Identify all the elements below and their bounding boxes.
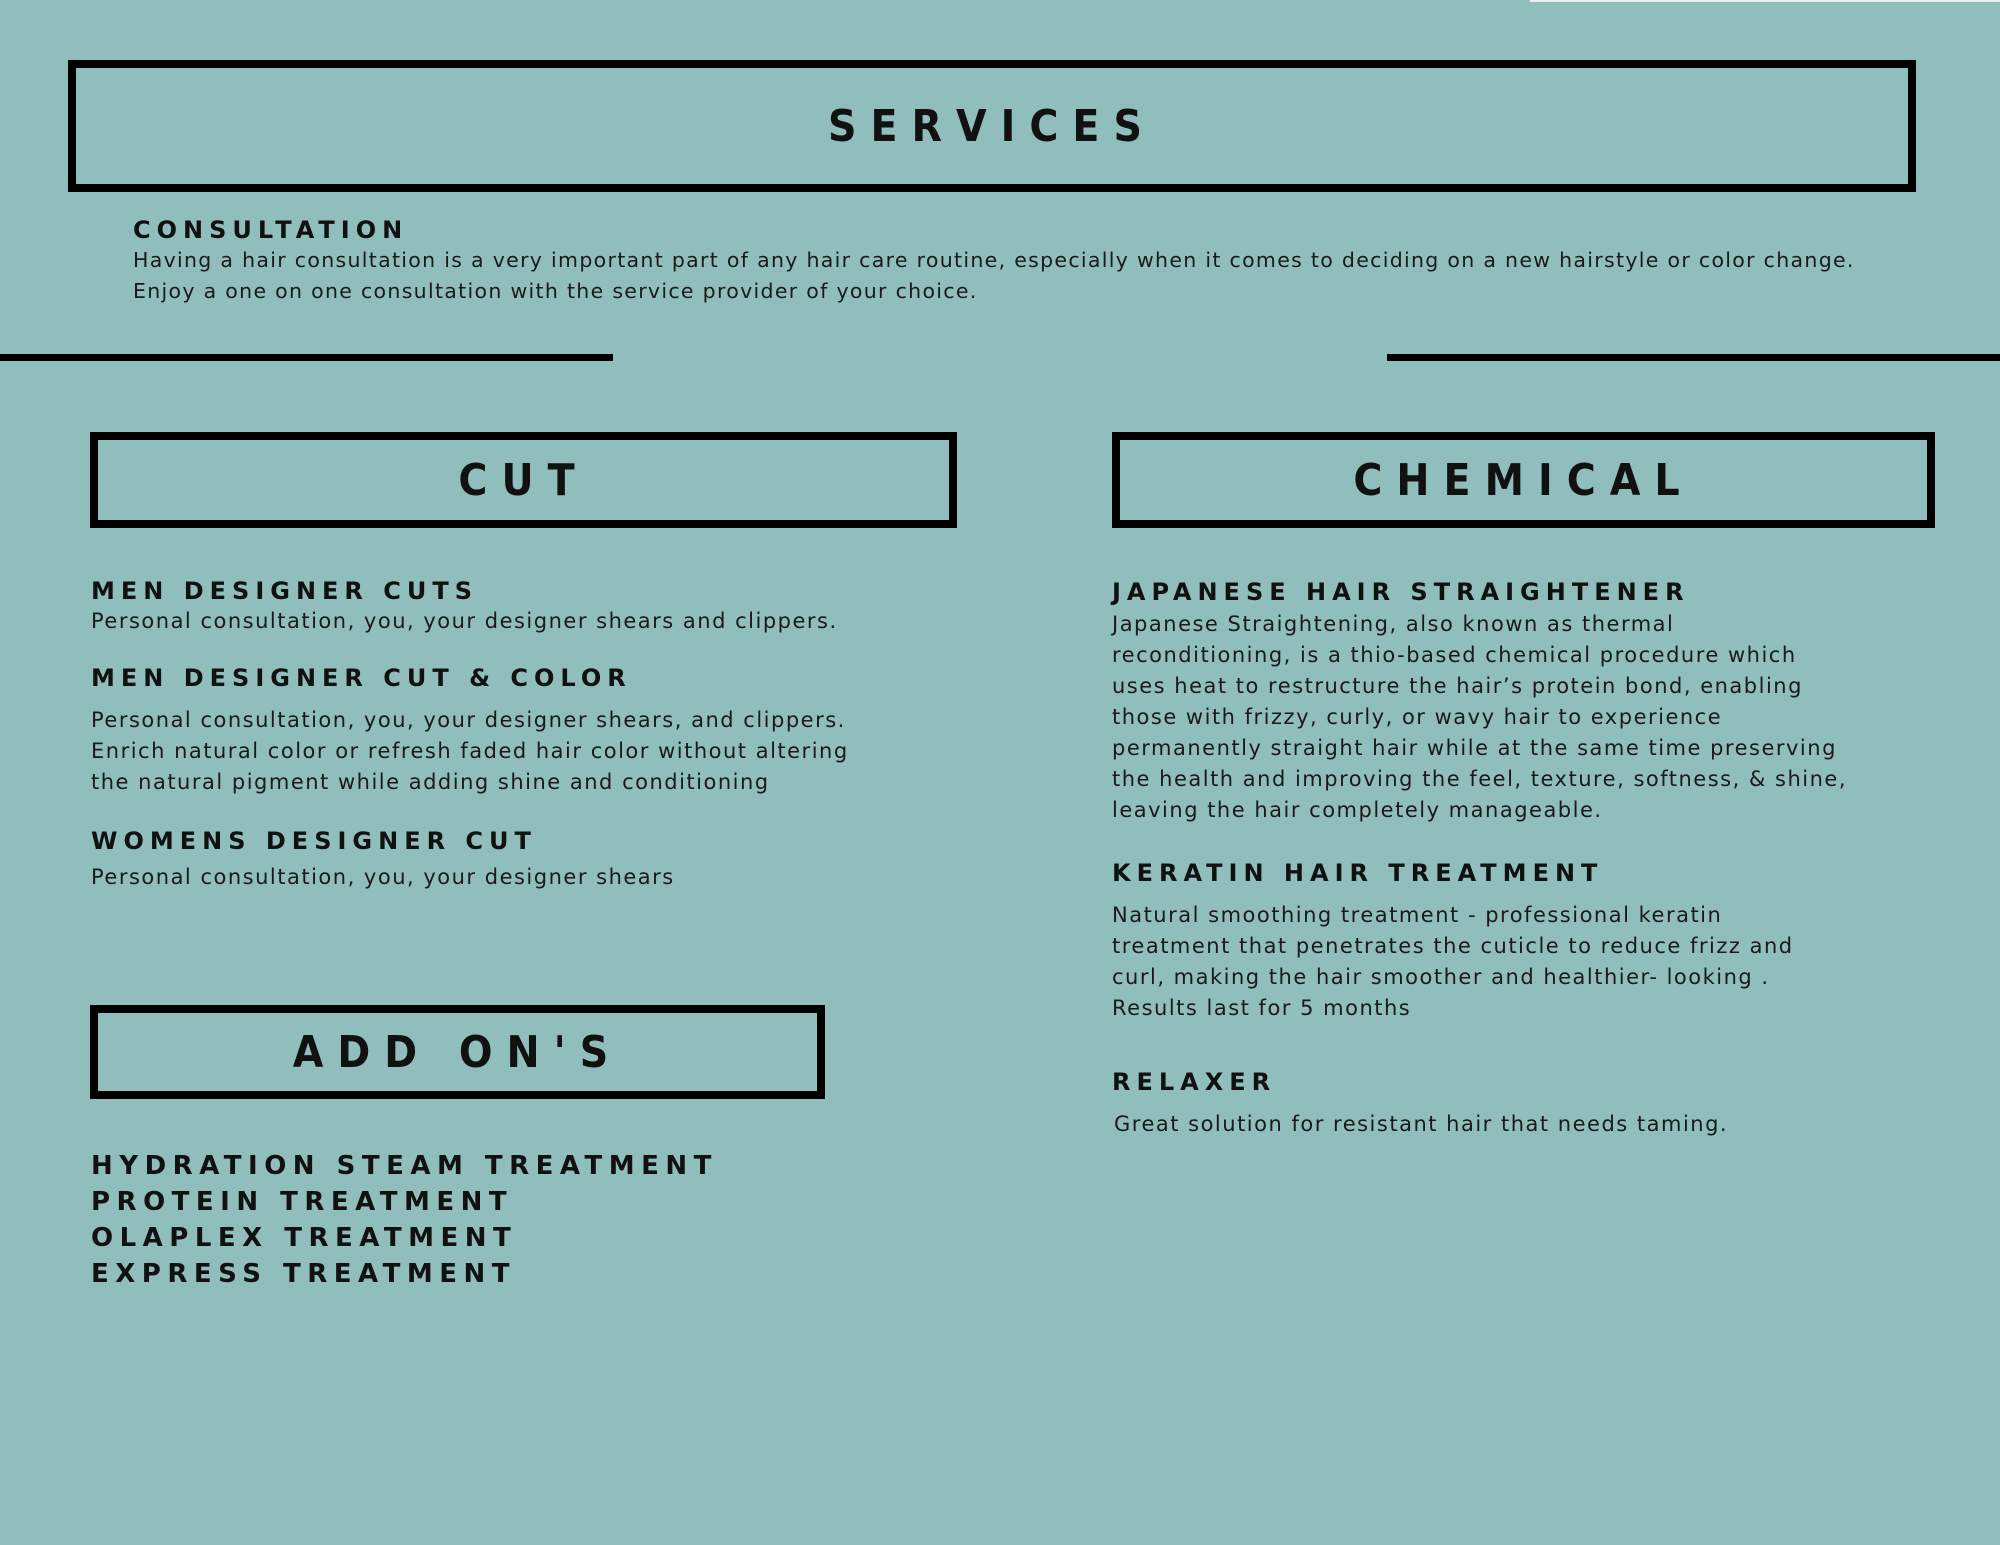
consultation-heading: CONSULTATION	[133, 216, 409, 244]
cut-item-heading: MEN DESIGNER CUTS	[91, 577, 479, 605]
chemical-item-text: the health and improving the feel, texture, softness, & shine,	[1112, 767, 1847, 791]
divider-right	[1387, 354, 2000, 361]
chemical-item-text: Natural smoothing treatment - professional keratin	[1112, 903, 1723, 927]
chemical-item-text: those with frizzy, curly, or wavy hair to experience	[1112, 705, 1723, 729]
services-title-box	[68, 60, 1916, 192]
cut-item-text: Personal consultation, you, your designer shears, and clippers.	[91, 708, 846, 732]
chemical-item-3	[1112, 1067, 1972, 1140]
cut-item-text: Enrich natural color or refresh faded hair color without altering	[91, 739, 849, 763]
addons-list	[91, 1148, 891, 1292]
consultation-section	[133, 215, 1973, 307]
services-title: SERVICES	[827, 100, 1156, 152]
cut-title: CUT	[458, 454, 589, 506]
chemical-item-text: Japanese Straightening, also known as thermal	[1112, 612, 1675, 636]
cut-item-heading: MEN DESIGNER CUT & COLOR	[91, 664, 632, 692]
chemical-item-heading: RELAXER	[1112, 1068, 1277, 1096]
cut-item-text: Personal consultation, you, your designer shears	[91, 865, 675, 889]
addons-title-box	[90, 1005, 825, 1099]
addon-item: HYDRATION STEAM TREATMENT	[91, 1151, 718, 1181]
chemical-item-1	[1112, 577, 1972, 826]
addon-item: PROTEIN TREATMENT	[91, 1187, 514, 1217]
addon-item: EXPRESS TREATMENT	[91, 1259, 516, 1289]
chemical-item-heading: KERATIN HAIR TREATMENT	[1112, 859, 1604, 887]
top-edge-line	[1530, 0, 2000, 2]
cut-item-3	[91, 826, 891, 893]
addon-item: OLAPLEX TREATMENT	[91, 1223, 518, 1253]
chemical-item-heading: JAPANESE HAIR STRAIGHTENER	[1112, 578, 1690, 606]
cut-item-heading: WOMENS DESIGNER CUT	[91, 827, 537, 855]
chemical-item-text: permanently straight hair while at the same time preserving	[1112, 736, 1837, 760]
chemical-item-text: curl, making the hair smoother and healthier- looking .	[1112, 965, 1770, 989]
addons-title: ADD ON'S	[292, 1026, 623, 1078]
cut-item-1	[91, 576, 891, 637]
cut-item-text: the natural pigment while adding shine and conditioning	[91, 770, 770, 794]
cut-title-box	[90, 432, 957, 528]
chemical-item-text: Results last for 5 months	[1112, 996, 1412, 1020]
chemical-title-box	[1112, 432, 1935, 528]
chemical-item-text: reconditioning, is a thio-based chemical procedure which	[1112, 643, 1797, 667]
divider-left	[0, 354, 613, 361]
chemical-item-text: leaving the hair completely manageable.	[1112, 798, 1603, 822]
chemical-item-text: Great solution for resistant hair that needs taming.	[1114, 1112, 1729, 1136]
chemical-item-2	[1112, 858, 1972, 1024]
consultation-text-line-2: Enjoy a one on one consultation with the service provider of your choice.	[133, 279, 978, 303]
chemical-item-text: treatment that penetrates the cuticle to reduce frizz and	[1112, 934, 1794, 958]
chemical-item-text: uses heat to restructure the hair’s protein bond, enabling	[1112, 674, 1803, 698]
cut-item-2	[91, 663, 891, 798]
cut-item-text: Personal consultation, you, your designer shears and clippers.	[91, 609, 838, 633]
consultation-text-line-1: Having a hair consultation is a very important part of any hair care routine, especially when it comes to deciding on a new hairstyle or color change.	[133, 248, 1855, 272]
chemical-title: CHEMICAL	[1353, 454, 1694, 506]
